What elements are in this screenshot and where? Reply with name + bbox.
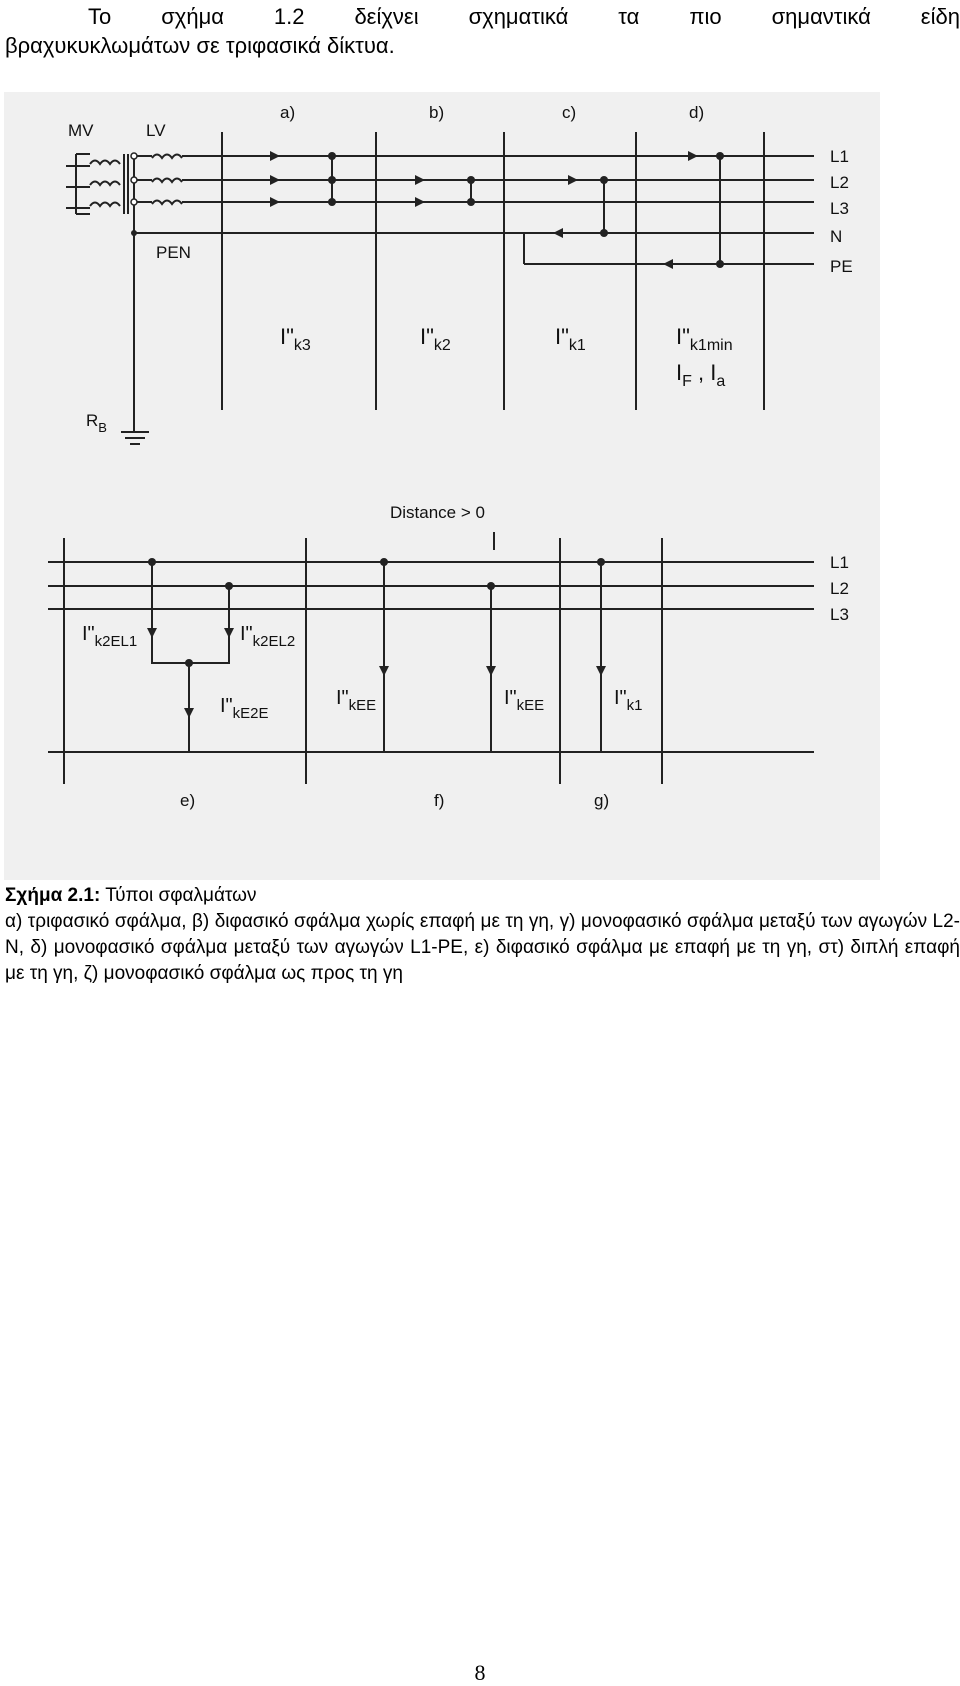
ike2e-sub: kE2E: [232, 705, 269, 722]
intro-word: 1.2: [273, 4, 305, 29]
col-d-label: d): [689, 103, 705, 122]
current-ik3-label: [280, 324, 311, 354]
pen-label: PEN: [156, 243, 191, 262]
current-ik1-label: [555, 324, 586, 354]
col-f-label: f): [434, 791, 445, 810]
top-pe-label: PE: [830, 257, 853, 276]
rb-sub: B: [98, 420, 107, 435]
ia-main: I: [710, 360, 717, 385]
ik2-main: I": [420, 324, 434, 349]
if-sub: F: [682, 373, 692, 390]
ia-sub: a: [716, 373, 726, 390]
top-l3-label: L3: [830, 199, 849, 218]
ikee-f2-main: I": [504, 687, 517, 709]
intro-word: Το: [88, 4, 112, 29]
intro-word: τα: [618, 4, 640, 29]
ik2el2-main: I": [240, 623, 253, 645]
current-if-label: [676, 360, 725, 390]
ik2-sub: k2: [433, 337, 451, 354]
ik2el1-main: I": [82, 623, 95, 645]
current-ik2el1-label: [82, 623, 137, 650]
caption-body: α) τριφασικό σφάλμα, β) διφασικό σφάλμα χωρίς επαφή με τη γη, γ) μονοφασικό σφάλμα μεταξύ των αγωγών L2-N, δ) μονοφασικό σφάλμα μεταξύ των αγωγών L1-PE, ε) διφασικό σφάλμα με επαφή με τη γη, στ) διπλή επαφή με τη γη, ζ) μονοφασικό σφάλμα ως προς τη γη: [5, 911, 960, 984]
current-ik2el2-label: [240, 623, 295, 650]
earth-symbol: [121, 432, 149, 444]
bottom-l1-label: L1: [830, 553, 849, 572]
bottom-l2-label: L2: [830, 579, 849, 598]
current-ikee-f2-label: [504, 687, 544, 714]
lv-winding: [134, 155, 182, 205]
intro-line-2: βραχυκυκλωμάτων σε τριφασικά δίκτυα.: [5, 33, 395, 58]
col-a-label: a): [280, 103, 296, 122]
current-ik2-label: [420, 324, 451, 354]
caption-title: [5, 883, 960, 909]
intro-word: σχηματικά: [468, 4, 569, 29]
intro-word: σημαντικά: [771, 4, 871, 29]
intro-word: είδη: [920, 4, 960, 29]
bottom-l3-label: L3: [830, 605, 849, 624]
col-e-label: e): [180, 791, 196, 810]
intro-paragraph: [5, 2, 960, 60]
top-l1-label: L1: [830, 147, 849, 166]
caption-title-bold: Σχήμα 2.1:: [5, 885, 101, 906]
top-l2-label: L2: [830, 173, 849, 192]
rb-label: [86, 411, 107, 435]
figure-caption: [5, 883, 960, 987]
page-number: 8: [474, 1660, 486, 1685]
fault-types-figure: [4, 92, 880, 880]
mv-winding: [66, 154, 120, 214]
ik3-sub: k3: [293, 337, 311, 354]
current-ike2e-label: [220, 695, 269, 722]
intro-word: δείχνει: [354, 4, 419, 29]
current-ik1min-label: [676, 324, 733, 354]
ik1-main: I": [555, 324, 569, 349]
ik1-g-main: I": [614, 687, 627, 709]
lv-label: LV: [146, 121, 166, 140]
top-n-label: N: [830, 227, 843, 246]
ik1min-sub: k1min: [689, 337, 733, 354]
if-sep: ,: [691, 360, 711, 385]
ik2el2-sub: k2EL2: [252, 633, 296, 650]
ik1-g-sub: k1: [626, 697, 643, 714]
rb-main: R: [86, 411, 99, 430]
col-c-label: c): [562, 103, 577, 122]
current-ik1-g-label: [614, 687, 643, 714]
if-main: I: [676, 360, 683, 385]
caption-title-rest: Τύποι σφαλμάτων: [100, 885, 257, 906]
transformer-core: [124, 154, 128, 214]
ik3-main: I": [280, 324, 294, 349]
intro-word: πιο: [689, 4, 722, 29]
ike2e-main: I": [220, 695, 233, 717]
ik1min-main: I": [676, 324, 690, 349]
col-b-label: b): [429, 103, 445, 122]
ikee-f2-sub: kEE: [516, 697, 545, 714]
fault-e-join: [152, 637, 229, 663]
ik2el1-sub: k2EL1: [94, 633, 138, 650]
col-g-label: g): [594, 791, 610, 810]
distance-label: Distance > 0: [390, 503, 485, 522]
ikee-f1-sub: kEE: [348, 697, 377, 714]
mv-label: MV: [68, 121, 94, 140]
intro-line-1: [5, 2, 960, 31]
intro-word: σχήμα: [161, 4, 224, 29]
ikee-f1-main: I": [336, 687, 349, 709]
current-ikee-f1-label: [336, 687, 376, 714]
fault-diagram: [4, 92, 880, 880]
ik1-sub: k1: [568, 337, 586, 354]
